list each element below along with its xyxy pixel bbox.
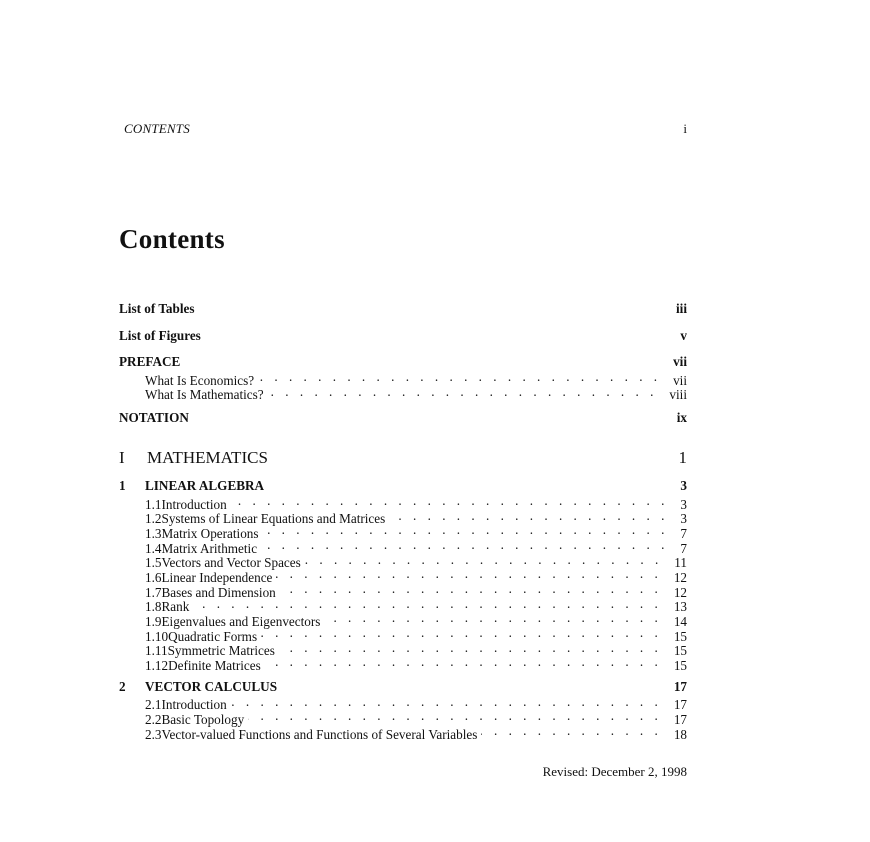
section-number: 1.9 bbox=[145, 614, 162, 630]
toc-section-entry[interactable] bbox=[119, 523, 687, 541]
part-label: MATHEMATICS bbox=[147, 448, 268, 468]
section-page: 3 bbox=[680, 496, 687, 512]
section-number: 1.7 bbox=[145, 584, 162, 600]
toc-section-entry[interactable] bbox=[119, 494, 687, 512]
toc-section-entry[interactable] bbox=[119, 553, 687, 571]
toc-chapter-vector-calculus[interactable] bbox=[119, 680, 687, 695]
section-label: Matrix Arithmetic bbox=[161, 540, 258, 556]
dot-leader bbox=[279, 641, 662, 656]
toc-section-entry[interactable] bbox=[119, 709, 687, 728]
dot-leader bbox=[481, 724, 661, 739]
toc-entry-what-is-mathematics[interactable] bbox=[119, 385, 687, 403]
toc-entry-label: List of Figures bbox=[119, 327, 201, 343]
section-page: 3 bbox=[680, 511, 687, 527]
toc-entry-page: viii bbox=[669, 387, 687, 403]
toc-section-entry[interactable] bbox=[119, 724, 687, 742]
section-page: 13 bbox=[673, 599, 687, 615]
toc-entry-preface[interactable] bbox=[119, 355, 687, 370]
toc-entry-page: vii bbox=[673, 354, 687, 370]
section-number: 1.11 bbox=[145, 643, 168, 659]
toc-section-entry[interactable] bbox=[119, 641, 687, 659]
section-page: 15 bbox=[673, 628, 687, 644]
page-number: i bbox=[683, 121, 687, 136]
section-label: Vector-valued Functions and Functions of Several Variables bbox=[161, 726, 478, 742]
running-head: CONTENTS bbox=[124, 121, 190, 136]
toc-chapter-linear-algebra[interactable] bbox=[119, 479, 687, 494]
dot-leader bbox=[261, 626, 662, 641]
toc-entry-notation[interactable] bbox=[119, 411, 687, 426]
toc-entry-label: List of Tables bbox=[119, 301, 195, 316]
toc-section-entry[interactable] bbox=[119, 626, 687, 644]
section-label: Basic Topology bbox=[161, 712, 245, 728]
section-page: 14 bbox=[673, 614, 687, 630]
dot-leader bbox=[258, 370, 661, 385]
dot-leader bbox=[263, 523, 669, 538]
section-label: Systems of Linear Equations and Matrices bbox=[161, 511, 386, 527]
page-title: Contents bbox=[119, 224, 225, 254]
section-number: 2.1 bbox=[145, 697, 162, 713]
section-number: 2.2 bbox=[145, 712, 162, 728]
section-label: Eigenvalues and Eigenvectors bbox=[161, 614, 321, 630]
section-number: 2.3 bbox=[145, 726, 162, 742]
section-label: Quadratic Forms bbox=[168, 628, 258, 644]
dot-leader bbox=[389, 509, 668, 524]
section-number: 1.8 bbox=[145, 599, 162, 615]
section-number: 1.12 bbox=[145, 658, 169, 674]
toc-entry-label: What Is Economics? bbox=[145, 372, 255, 388]
dot-leader bbox=[231, 494, 669, 509]
part-number: I bbox=[119, 448, 125, 468]
chapter-label: LINEAR ALGEBRA bbox=[145, 478, 265, 494]
section-label: Matrix Operations bbox=[161, 525, 259, 541]
toc-entry-page: vii bbox=[673, 372, 687, 388]
section-page: 12 bbox=[673, 569, 687, 585]
section-number: 1.2 bbox=[145, 511, 162, 527]
section-label: Rank bbox=[161, 599, 190, 615]
revision-date: Revised: December 2, 1998 bbox=[542, 764, 687, 779]
section-page: 7 bbox=[680, 525, 687, 541]
dot-leader bbox=[268, 385, 658, 400]
section-label: Introduction bbox=[161, 697, 227, 713]
dot-leader bbox=[280, 582, 662, 597]
dot-leader bbox=[193, 597, 661, 612]
section-number: 1.6 bbox=[145, 569, 162, 585]
toc-section-entry[interactable] bbox=[119, 611, 687, 630]
section-page: 17 bbox=[673, 712, 687, 728]
section-label: Introduction bbox=[161, 496, 227, 512]
section-label: Vectors and Vector Spaces bbox=[161, 555, 301, 571]
part-page: 1 bbox=[678, 448, 687, 468]
toc-entry-list-of-tables[interactable] bbox=[119, 302, 687, 317]
toc-part-mathematics[interactable] bbox=[119, 448, 687, 468]
chapter-number: 2 bbox=[119, 679, 126, 695]
dot-leader bbox=[248, 709, 662, 724]
section-page: 18 bbox=[673, 726, 687, 742]
section-page: 7 bbox=[680, 540, 687, 556]
toc-entry-label: NOTATION bbox=[119, 410, 189, 426]
section-page: 12 bbox=[673, 584, 687, 600]
toc-entry-list-of-figures[interactable] bbox=[119, 329, 687, 344]
section-label: Bases and Dimension bbox=[161, 584, 276, 600]
section-number: 1.1 bbox=[145, 496, 162, 512]
toc-section-entry[interactable] bbox=[119, 509, 687, 527]
section-page: 17 bbox=[673, 697, 687, 713]
table-of-contents bbox=[119, 301, 687, 742]
section-page: 15 bbox=[673, 643, 687, 659]
dot-leader bbox=[231, 695, 662, 710]
section-number: 1.10 bbox=[145, 628, 169, 644]
section-number: 1.4 bbox=[145, 540, 162, 556]
toc-section-entry[interactable] bbox=[119, 597, 687, 615]
dot-leader bbox=[261, 538, 668, 553]
dot-leader bbox=[324, 611, 661, 626]
section-label: Symmetric Matrices bbox=[167, 643, 275, 659]
toc-entry-label: PREFACE bbox=[119, 354, 181, 370]
section-label: Linear Independence bbox=[161, 569, 273, 585]
toc-section-entry[interactable] bbox=[119, 538, 687, 556]
toc-section-entry[interactable] bbox=[119, 655, 687, 674]
section-page: 15 bbox=[673, 658, 687, 674]
section-page: 11 bbox=[674, 555, 687, 571]
dot-leader bbox=[276, 567, 661, 582]
section-number: 1.5 bbox=[145, 555, 162, 571]
chapter-page: 3 bbox=[680, 478, 687, 494]
toc-entry-label: What Is Mathematics? bbox=[145, 387, 264, 403]
toc-section-entry[interactable] bbox=[119, 567, 687, 585]
chapter-number: 1 bbox=[119, 478, 126, 494]
toc-entry-what-is-economics[interactable] bbox=[119, 370, 687, 388]
section-label: Definite Matrices bbox=[168, 658, 261, 674]
chapter-label: VECTOR CALCULUS bbox=[145, 679, 278, 695]
dot-leader bbox=[265, 655, 662, 670]
toc-section-entry[interactable] bbox=[119, 695, 687, 713]
section-number: 1.3 bbox=[145, 525, 162, 541]
toc-entry-page: iii bbox=[676, 301, 687, 316]
toc-entry-page: ix bbox=[676, 410, 687, 426]
toc-entry-page: v bbox=[680, 327, 687, 343]
dot-leader bbox=[305, 553, 663, 568]
chapter-page: 17 bbox=[673, 679, 687, 695]
toc-section-entry[interactable] bbox=[119, 582, 687, 600]
